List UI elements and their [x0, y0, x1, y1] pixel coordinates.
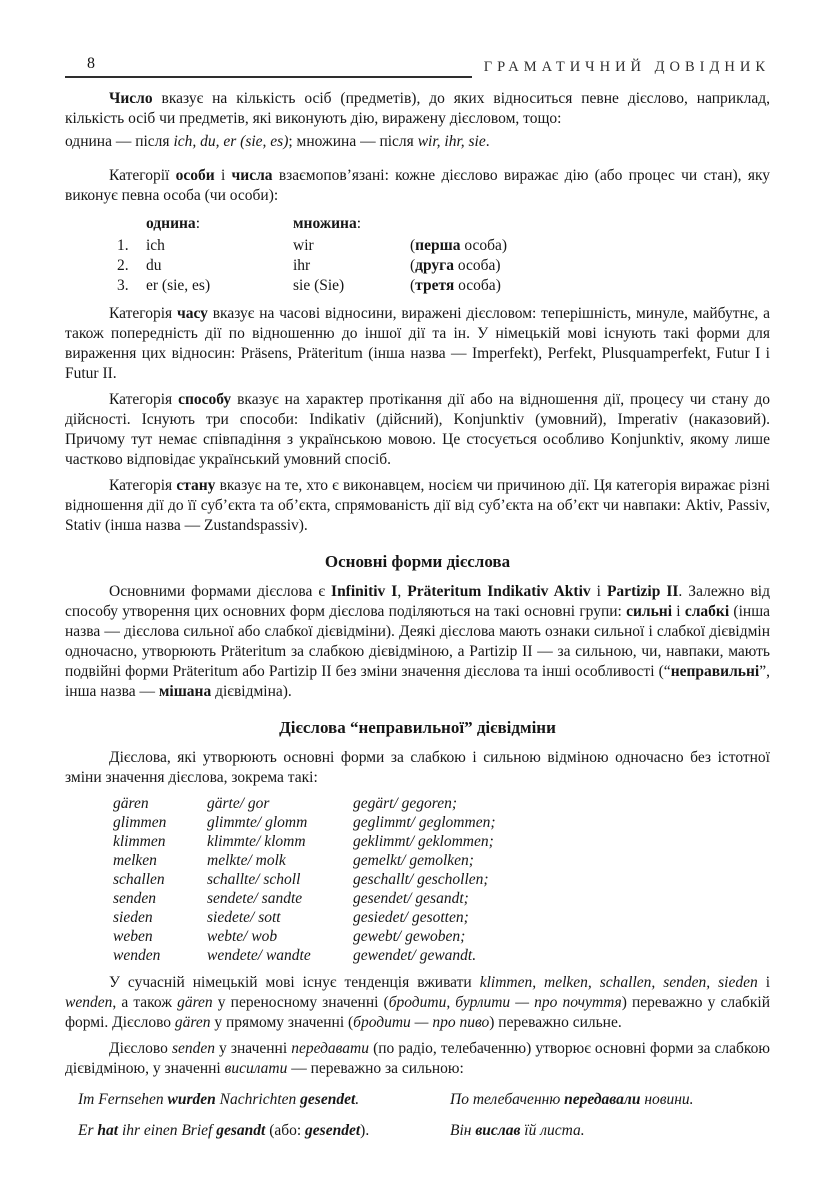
text-segment: однина — після [65, 133, 174, 150]
text-segment: особа) [453, 257, 501, 274]
cell-participle: gewebt/ gewoben; [353, 928, 466, 945]
text-segment: вказує на те, хто є виконавцем, носієм чи причиною дії. Ця категорія виражає різні відношення дії до її суб’єкта та об’єкта, спрямованість дії від суб’єкта на об’єкт чи навпаки: Aktiv, Passiv, Stativ (інша назва — Zustandspassiv). [65, 477, 770, 534]
verbs-table [65, 794, 770, 965]
cell-participle: gesiedet/ gesotten; [353, 909, 469, 926]
cell-preterite: schallte/ scholl [207, 871, 301, 888]
text-segment: gären [177, 994, 213, 1011]
text-segment: новини. [640, 1091, 694, 1108]
verb-row [65, 908, 770, 927]
cell-infinitive: weben [113, 928, 153, 945]
text-segment: Основними формами дієслова є [109, 583, 332, 600]
text-segment: друга [415, 257, 454, 274]
text-segment: сильні [626, 603, 673, 620]
text-segment: Infinitiv I [331, 583, 398, 600]
cell-preterite: klimmte/ klomm [207, 833, 306, 850]
verb-row [65, 870, 770, 889]
text-segment: Він [450, 1122, 476, 1139]
cell-num: 1. [117, 237, 129, 254]
text-segment: часу [176, 305, 208, 322]
text-segment: По телебаченню [450, 1091, 565, 1108]
text-segment: однина [146, 215, 196, 232]
verb-row [65, 813, 770, 832]
text-segment: у прямому значенні ( [210, 1014, 354, 1031]
cell-plural: wir [293, 237, 314, 254]
persons-table [65, 214, 770, 296]
text-segment: , а також [112, 994, 178, 1011]
text-segment: вислав [475, 1122, 521, 1139]
text-segment: бродити — про пиво [353, 1014, 490, 1031]
text-segment: ). [360, 1122, 370, 1139]
text-segment: : [195, 215, 200, 232]
header-rule [65, 54, 472, 78]
cell-num: 2. [117, 257, 129, 274]
text-segment: ( [410, 277, 416, 294]
text-segment: (інша назва — дієслова сильної або слабкої дієвідміни). Деякі дієслова мають ознаки сильної і слабкої дієвідмін одночасно, утворюють Präteritum за слабкою дієвідміною, а Partizip II — за сильною, чи, навпаки, мають подвійні форми Präteritum або Partizip II без зміни значення дієслова та інші особливості (“ [65, 603, 771, 680]
text-segment: , [397, 583, 408, 600]
verb-row [65, 889, 770, 908]
text-segment: gesandt [216, 1122, 266, 1139]
example-row [65, 1121, 770, 1141]
text-segment: дієвідміна). [211, 683, 292, 700]
para-number-definition [65, 89, 770, 129]
cell-participle: geschallt/ geschollen; [353, 871, 489, 888]
text-segment: взаємопов’язані: кожне дієслово виражає дію (або процес чи стан), яку виконує певна особа (чи особи): [65, 167, 771, 204]
cell-preterite: siedete/ sott [207, 909, 281, 926]
text-segment: ( [410, 257, 416, 274]
text-segment: стану [176, 477, 216, 494]
text-segment: Дієслово [109, 1040, 172, 1057]
page-header [65, 54, 770, 78]
text-segment: і [757, 974, 770, 991]
text-segment: — переважно за сильною: [287, 1060, 464, 1077]
verb-row [65, 927, 770, 946]
cell-preterite: gärte/ gor [207, 795, 270, 812]
text-segment: Дієслова, які утворюють основні форми за слабкою і сильною відміною одночасно без істотної зміни значення дієслова, зокрема такі: [65, 749, 770, 786]
cell-infinitive: senden [113, 890, 157, 907]
para-tense [65, 304, 770, 384]
text-segment: множина [293, 215, 357, 232]
para-person-number [65, 166, 770, 206]
cell-preterite: melkte/ molk [207, 852, 286, 869]
cell-person [410, 276, 770, 296]
text-segment: . Залежно від способу утворення цих основних форм дієслова поділяються на такі основні групи: [65, 583, 770, 620]
text-segment: Nachrichten [215, 1091, 301, 1108]
cell-preterite: wendete/ wandte [207, 947, 311, 964]
cell-singular: ich [146, 237, 165, 254]
cell-singular: er (sie, es) [146, 277, 211, 294]
running-head: ГРАМАТИЧНИЙ ДОВІДНИК [483, 59, 770, 75]
cell-participle: gegärt/ gegoren; [353, 795, 458, 812]
example-german [78, 1090, 450, 1110]
cell-person [410, 256, 770, 276]
text-segment: і [672, 603, 685, 620]
text-segment: і [214, 167, 232, 184]
text-segment: ; множина — після [288, 133, 418, 150]
cell-infinitive: klimmen [113, 833, 166, 850]
cell-infinitive: melken [113, 852, 157, 869]
verb-row [65, 794, 770, 813]
examples [65, 1090, 770, 1141]
example-row [65, 1090, 770, 1110]
text-segment: Число [109, 90, 153, 107]
example-ukrainian [450, 1090, 770, 1110]
cell-participle: geklimmt/ geklommen; [353, 833, 494, 850]
text-segment: ) переважно у слабкій формі. Дієслово [65, 994, 770, 1031]
text-segment: senden [171, 1040, 215, 1057]
text-segment: мішана [158, 683, 212, 700]
text-segment: особа) [454, 277, 501, 294]
cell-participle: gesendet/ gesandt; [353, 890, 469, 907]
text-segment: . [485, 133, 490, 150]
text-segment: числа [231, 167, 273, 184]
cell-person [410, 236, 770, 256]
text-segment: ”, інша назва — [65, 663, 770, 700]
cell-plural: sie (Sie) [293, 277, 345, 294]
col-head-singular [146, 214, 293, 234]
text-segment: Im Fernsehen [78, 1091, 168, 1108]
cell-plural: ihr [293, 257, 311, 274]
text-segment: (або: [265, 1122, 306, 1139]
cell-infinitive: glimmen [113, 814, 167, 831]
text-segment: у значенні [214, 1040, 292, 1057]
text-segment: Категорія [109, 391, 179, 408]
text-segment: ich, du, er (sie, es) [173, 133, 289, 150]
cell-empty [410, 214, 770, 234]
cell-infinitive: wenden [113, 947, 161, 964]
para-weak-tendency [65, 973, 770, 1033]
text-segment: способу [178, 391, 232, 408]
example-german [78, 1121, 450, 1141]
para-irregular-intro [65, 748, 770, 788]
text-segment: вказує на кількість осіб (предметів), до яких відноситься певне дієслово, наприклад, кількість осіб чи предметів, які виконують дію, виражену дієсловом, тощо: [65, 90, 770, 127]
text-segment: перша [415, 237, 461, 254]
cell-singular: du [146, 257, 162, 274]
persons-row [65, 256, 770, 276]
cell-preterite: glimmte/ glomm [207, 814, 308, 831]
text-segment: вказує на часові відносини, виражені дієсловом: теперішність, минуле, майбутнє, а також попередність дії по відношенню до іншої дії та ін. У німецькій мові існують такі форми для вираження цих відносин: Präsens, Präteritum (інша назва — Imperfekt), Perfekt, Plusquamperfekt, Futur I і Futur II. [65, 305, 770, 382]
persons-row [65, 276, 770, 296]
text-segment: особи [175, 167, 215, 184]
text-segment: неправильні [670, 663, 760, 680]
text-segment: (по радіо, телебаченню) утворює основні форми за слабкою дієвідміною, у значенні [65, 1040, 771, 1077]
text-segment: ihr einen Brief [118, 1122, 217, 1139]
text-segment: висилати [224, 1060, 288, 1077]
para-mood [65, 390, 770, 470]
text-segment: gesendet [300, 1091, 356, 1108]
para-voice [65, 476, 770, 536]
text-segment: бродити, бурлити — про почуття [388, 994, 622, 1011]
cell-preterite: sendete/ sandte [207, 890, 303, 907]
para-main-forms [65, 582, 770, 702]
text-segment: і [590, 583, 607, 600]
text-segment: ( [410, 237, 416, 254]
heading-main-forms: Основні форми дієслова [324, 552, 511, 571]
text-segment: Категорія [109, 477, 177, 494]
page-number: 8 [87, 55, 95, 72]
line-number-usage [65, 132, 770, 152]
text-segment: wenden [65, 994, 113, 1011]
text-segment: третя [415, 277, 455, 294]
text-segment: передавали [564, 1091, 641, 1108]
verb-row [65, 946, 770, 965]
text-segment: Er [78, 1122, 98, 1139]
cell-participle: geglimmt/ geglommen; [353, 814, 496, 831]
text-segment: Präteritum Indikativ Aktiv [407, 583, 591, 600]
col-head-plural [293, 214, 410, 234]
persons-header-row [65, 214, 770, 234]
para-senden [65, 1039, 770, 1079]
cell-infinitive: gären [113, 795, 149, 812]
cell-num: 3. [117, 277, 129, 294]
example-ukrainian [450, 1121, 770, 1141]
cell-participle: gewendet/ gewandt. [353, 947, 477, 964]
text-segment: klimmen, melken, schallen, senden, sieden [479, 974, 758, 991]
cell-infinitive: schallen [113, 871, 165, 888]
text-segment: wurden [167, 1091, 216, 1108]
text-segment: Категорії [109, 167, 176, 184]
cell-participle: gemelkt/ gemolken; [353, 852, 474, 869]
text-segment: . [355, 1091, 360, 1108]
text-segment: у переносному значенні ( [212, 994, 389, 1011]
text-segment: wir, ihr, sie [417, 133, 486, 150]
text-segment: hat [97, 1122, 119, 1139]
verb-row [65, 832, 770, 851]
text-segment: особа) [460, 237, 508, 254]
cell-empty [117, 214, 146, 234]
text-segment: gesendet [305, 1122, 361, 1139]
text-segment: Категорія [109, 305, 177, 322]
text-segment: У сучасній німецькій мові існує тенденція вживати [109, 974, 480, 991]
text-segment: gären [174, 1014, 211, 1031]
text-segment: передавати [291, 1040, 369, 1057]
verb-row [65, 851, 770, 870]
text-segment: Partizip II [606, 583, 679, 600]
text-segment: ) переважно сильне. [489, 1014, 622, 1031]
text-segment: слабкі [684, 603, 730, 620]
cell-infinitive: sieden [113, 909, 153, 926]
heading-irregular: Дієслова “неправильної” дієвідміни [279, 718, 556, 737]
text-segment: їй листа. [520, 1122, 585, 1139]
cell-preterite: webte/ wob [207, 928, 278, 945]
text-segment: : [356, 215, 362, 232]
text-segment: вказує на характер протікання дії або на відношення дії, процесу чи стану до дійсності. Існують три способи: Indikativ (дійсний), Konjunktiv (умовний), Imperativ (наказовий). Причому тут немає співпадіння з українською мовою. Це стосується особливо Konjunktiv, якому лише частково відповідає український умовний спосіб. [65, 391, 770, 468]
persons-row [65, 236, 770, 256]
